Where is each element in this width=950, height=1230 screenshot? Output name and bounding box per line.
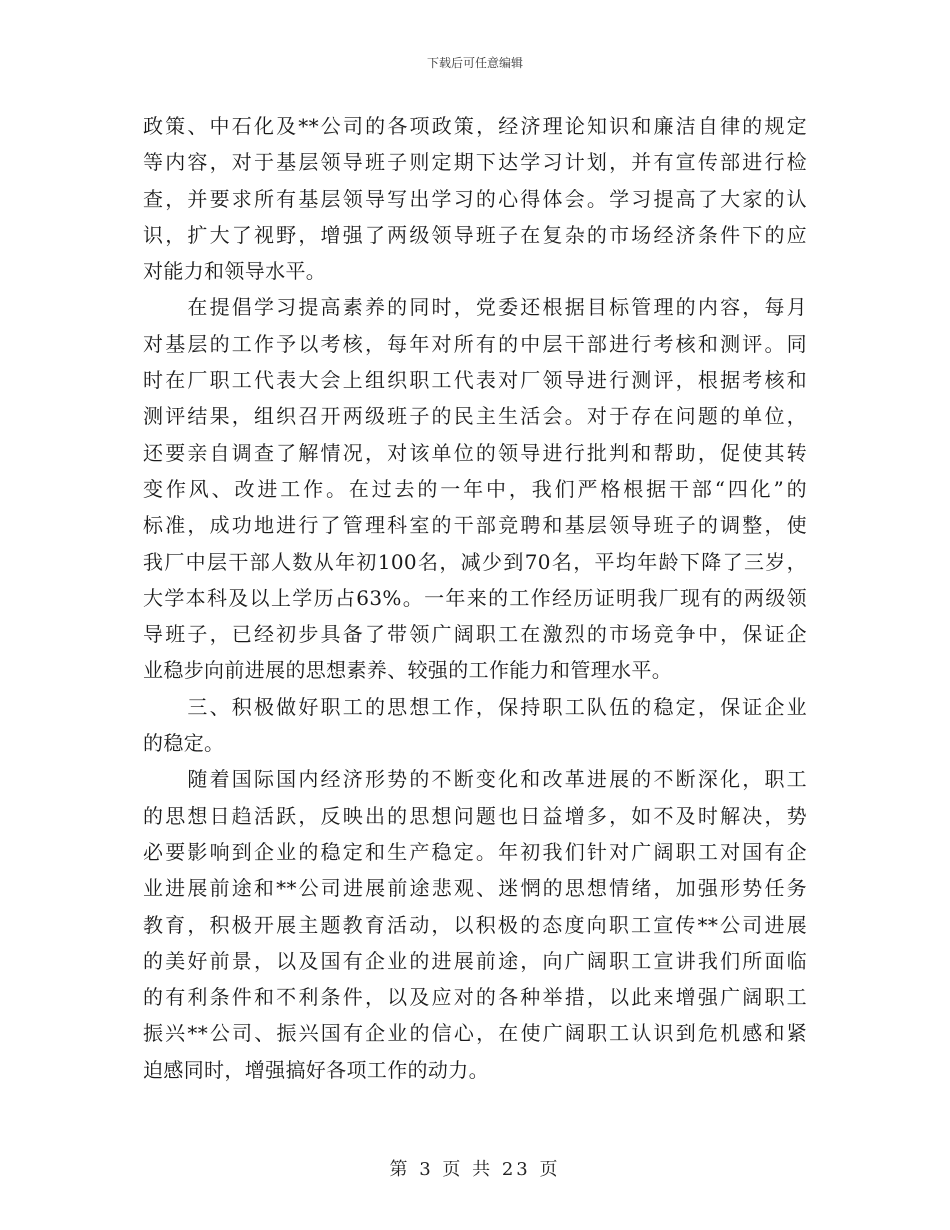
text-line: 必要影响到企业的稳定和生产稳定。年初我们针对广阔职工对国有企 [143, 839, 807, 864]
paragraph [143, 761, 807, 1088]
text-line: 对基层的工作予以考核，每年对所有的中层干部进行考核和测评。同 [143, 331, 807, 356]
text-line: 振兴**公司、振兴国有企业的信心，在使广阔职工认识到危机感和紧 [143, 1021, 807, 1046]
text-line: 三、积极做好职工的思想工作，保持职工队伍的稳定，保证企业 [143, 694, 807, 719]
text-line: 变作风、改进工作。在过去的一年中，我们严格根据干部“四化”的 [143, 476, 807, 501]
text-line: 查，并要求所有基层领导写出学习的心得体会。学习提高了大家的认 [143, 186, 807, 211]
text-line: 导班子，已经初步具备了带领广阔职工在激烈的市场竞争中，保证企 [143, 622, 807, 647]
text-line: 的思想日趋活跃，反映出的思想问题也日益增多，如不及时解决，势 [143, 803, 807, 828]
text-line: 我厂中层干部人数从年初100名，减少到70名，平均年龄下降了三岁， [143, 549, 807, 574]
text-line: 在提倡学习提高素养的同时，党委还根据目标管理的内容，每月 [143, 295, 807, 320]
text-line: 业进展前途和**公司进展前途悲观、迷惘的思想情绪，加强形势任务 [143, 876, 807, 901]
text-line: 的有利条件和不利条件，以及应对的各种举措，以此来增强广阔职工 [143, 985, 807, 1010]
text-line: 政策、中石化及**公司的各项政策，经济理论知识和廉洁自律的规定 [143, 114, 807, 138]
text-line: 随着国际国内经济形势的不断变化和改革进展的不断深化，职工 [143, 767, 807, 792]
text-line: 识，扩大了视野，增强了两级领导班子在复杂的市场经济条件下的应 [143, 222, 807, 247]
page-header: 下载后可任意编辑 [426, 56, 523, 70]
text-line: 的稳定。 [143, 731, 225, 756]
text-line: 还要亲自调查了解情况，对该单位的领导进行批判和帮助，促使其转 [143, 440, 807, 465]
paragraph [143, 289, 807, 688]
text-line: 迫感同时，增强搞好各项工作的动力。 [143, 1057, 489, 1082]
text-line: 等内容，对于基层领导班子则定期下达学习计划，并有宣传部进行检 [143, 150, 807, 175]
text-line: 测评结果，组织召开两级班子的民主生活会。对于存在问题的单位， [143, 404, 807, 429]
paragraph [143, 108, 807, 289]
paragraph [143, 689, 807, 762]
document-body [143, 108, 807, 1088]
text-line: 的美好前景，以及国有企业的进展前途，向广阔职工宣讲我们所面临 [143, 948, 807, 973]
text-line: 大学本科及以上学历占63%。一年来的工作经历证明我厂现有的两级领 [143, 585, 807, 610]
text-line: 业稳步向前进展的思想素养、较强的工作能力和管理水平。 [143, 658, 673, 683]
text-line: 时在厂职工代表大会上组织职工代表对厂领导进行测评，根据考核和 [143, 368, 807, 393]
text-line: 对能力和领导水平。 [143, 259, 327, 284]
page-footer: 第 3 页 共 23 页 [389, 1159, 561, 1180]
text-line: 教育，积极开展主题教育活动，以积极的态度向职工宣传**公司进展 [143, 912, 807, 937]
text-line: 标准，成功地进行了管理科室的干部竞聘和基层领导班子的调整，使 [143, 513, 807, 538]
